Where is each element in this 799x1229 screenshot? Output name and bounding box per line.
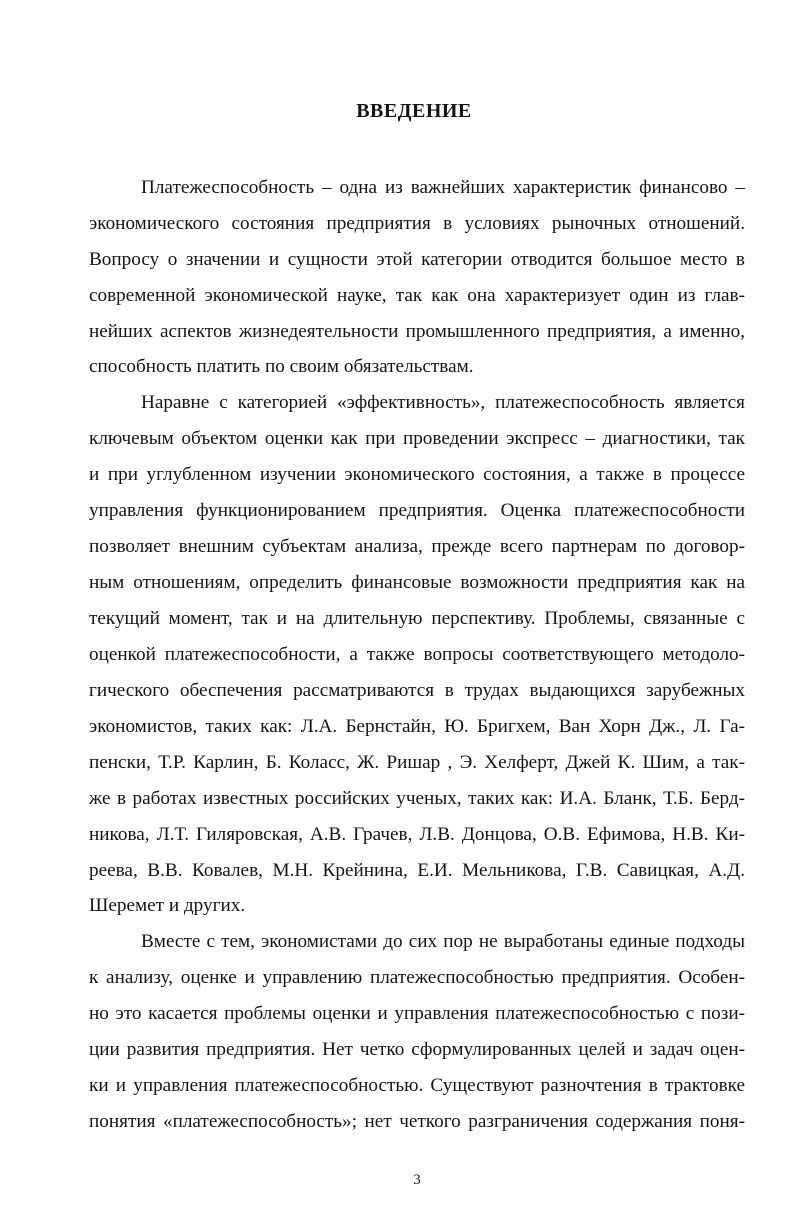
paragraph-2-line: Наравне с категорией «эффективность», платежеспособность является [141, 392, 745, 413]
paragraph-1-line: способность платить по своим обязательствам. [89, 356, 474, 377]
paragraph-2-line: экономистов, таких как: Л.А. Бернстайн, Ю. Бригхем, Ван Хорн Дж., Л. Га- [89, 716, 745, 737]
paragraph-1-line: Платежеспособность – одна из важнейших характеристик финансово – [141, 177, 745, 198]
paragraph-2-line: же в работах известных российских ученых, таких как: И.А. Бланк, Т.Б. Берд- [89, 788, 745, 809]
paragraph-2-line: и при углубленном изучении экономического состояния, а также в процессе [89, 464, 745, 485]
paragraph-1-line: нейших аспектов жизнедеятельности промышленного предприятия, а именно, [89, 321, 745, 342]
paragraph-1-line: Вопросу о значении и сущности этой категории отводится большое место в [89, 249, 745, 270]
paragraph-2-line: реева, В.В. Ковалев, М.Н. Крейнина, Е.И. Мельникова, Г.В. Савицкая, А.Д. [89, 860, 745, 881]
paragraph-2-line: пенски, Т.Р. Карлин, Б. Коласс, Ж. Ришар , Э. Хелферт, Джей К. Шим, а так- [89, 752, 745, 773]
paragraph-1-line: современной экономической науке, так как она характеризует один из глав- [89, 285, 745, 306]
paragraph-2-line: оценкой платежеспособности, а также вопросы соответствующего методоло- [89, 644, 745, 665]
paragraph-3-line: к анализу, оценке и управлению платежеспособностью предприятия. Особен- [89, 967, 745, 988]
paragraph-2-line: ным отношениям, определить финансовые возможности предприятия как на [89, 572, 745, 593]
paragraph-2-line: позволяет внешним субъектам анализа, прежде всего партнерам по договор- [89, 536, 745, 557]
paragraph-3-line: ции развития предприятия. Нет четко сформулированных целей и задач оцен- [89, 1039, 745, 1060]
paragraph-1-line: экономического состояния предприятия в условиях рыночных отношений. [89, 213, 745, 234]
paragraph-2-line: Шеремет и других. [89, 895, 246, 916]
page-title: ВВЕДЕНИЕ [356, 100, 472, 122]
paragraph-3-line: Вместе с тем, экономистами до сих пор не выработаны единые подходы [141, 931, 745, 952]
paragraph-3-line: понятия «платежеспособность»; нет четкого разграничения содержания поня- [89, 1111, 745, 1132]
paragraph-3-line: но это касается проблемы оценки и управления платежеспособностью с пози- [89, 1003, 745, 1024]
paragraph-2-line: управления функционированием предприятия. Оценка платежеспособности [89, 500, 745, 521]
paragraph-2-line: гического обеспечения рассматриваются в трудах выдающихся зарубежных [89, 680, 745, 701]
paragraph-2-line: ключевым объектом оценки как при проведении экспресс – диагностики, так [89, 428, 745, 449]
paragraph-3-line: ки и управления платежеспособностью. Существуют разночтения в трактовке [89, 1075, 745, 1096]
page-number: 3 [413, 1172, 421, 1188]
paragraph-2-line: никова, Л.Т. Гиляровская, А.В. Грачев, Л.В. Донцова, О.В. Ефимова, Н.В. Ки- [89, 824, 745, 845]
paragraph-2-line: текущий момент, так и на длительную перспективу. Проблемы, связанные с [89, 608, 745, 629]
